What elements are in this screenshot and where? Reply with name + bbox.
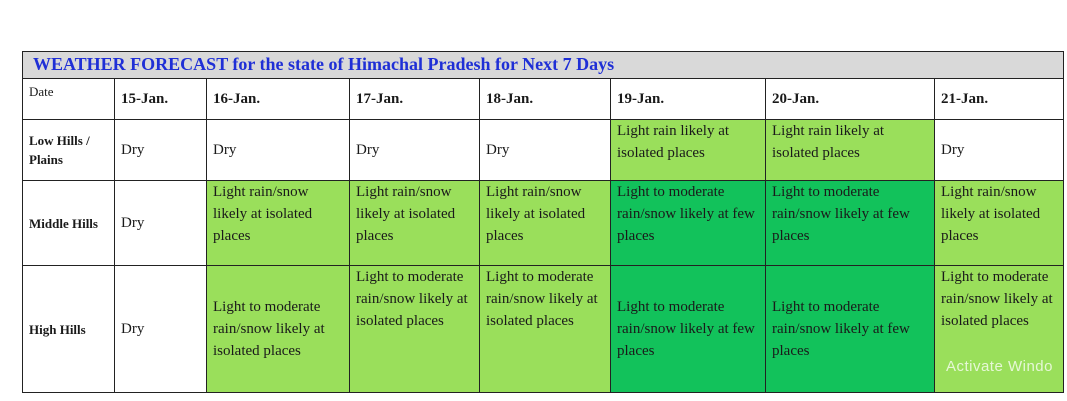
forecast-cell: Light rain likely at isolated places bbox=[766, 120, 935, 181]
forecast-cell: Light to moderate rain/snow likely at isolated places bbox=[480, 266, 611, 393]
date-header: 18-Jan. bbox=[480, 79, 611, 120]
forecast-cell: Dry bbox=[480, 120, 611, 181]
table-title: WEATHER FORECAST for the state of Himachal Pradesh for Next 7 Days bbox=[33, 54, 615, 74]
forecast-cell: Light to moderate rain/snow likely at few places bbox=[611, 266, 766, 393]
forecast-cell: Light to moderate rain/snow likely at isolated places bbox=[935, 266, 1064, 393]
forecast-cell: Dry bbox=[350, 120, 480, 181]
row-label: Low Hills / Plains bbox=[23, 120, 115, 181]
forecast-cell: Dry bbox=[115, 266, 207, 393]
date-header-row bbox=[23, 79, 1064, 120]
forecast-cell: Light rain likely at isolated places bbox=[611, 120, 766, 181]
forecast-cell: Light rain/snow likely at isolated places bbox=[480, 181, 611, 266]
forecast-cell: Light to moderate rain/snow likely at few places bbox=[766, 266, 935, 393]
row-label: Middle Hills bbox=[23, 181, 115, 266]
date-header: 17-Jan. bbox=[350, 79, 480, 120]
forecast-cell: Light rain/snow likely at isolated places bbox=[207, 181, 350, 266]
forecast-table bbox=[22, 51, 1064, 393]
forecast-cell: Light rain/snow likely at isolated places bbox=[935, 181, 1064, 266]
windows-activation-watermark: Activate Windo bbox=[945, 358, 1053, 375]
forecast-cell: Dry bbox=[207, 120, 350, 181]
table-row-high-hills bbox=[23, 266, 1064, 393]
forecast-cell: Light to moderate rain/snow likely at few places bbox=[766, 181, 935, 266]
forecast-cell: Light to moderate rain/snow likely at isolated places bbox=[207, 266, 350, 393]
date-header: 19-Jan. bbox=[611, 79, 766, 120]
date-header: 16-Jan. bbox=[207, 79, 350, 120]
date-label: Date bbox=[23, 79, 115, 120]
row-label: High Hills bbox=[23, 266, 115, 393]
forecast-cell: Dry bbox=[935, 120, 1064, 181]
forecast-cell: Dry bbox=[115, 120, 207, 181]
forecast-cell: Light rain/snow likely at isolated places bbox=[350, 181, 480, 266]
table-title-cell bbox=[23, 52, 1064, 79]
forecast-cell: Light to moderate rain/snow likely at few places bbox=[611, 181, 766, 266]
table-row-middle-hills bbox=[23, 181, 1064, 266]
date-header: 20-Jan. bbox=[766, 79, 935, 120]
table-row-low-hills bbox=[23, 120, 1064, 181]
forecast-table-container bbox=[22, 51, 1063, 393]
date-header: 21-Jan. bbox=[935, 79, 1064, 120]
forecast-cell: Dry bbox=[115, 181, 207, 266]
date-header: 15-Jan. bbox=[115, 79, 207, 120]
forecast-cell: Light to moderate rain/snow likely at isolated places bbox=[350, 266, 480, 393]
